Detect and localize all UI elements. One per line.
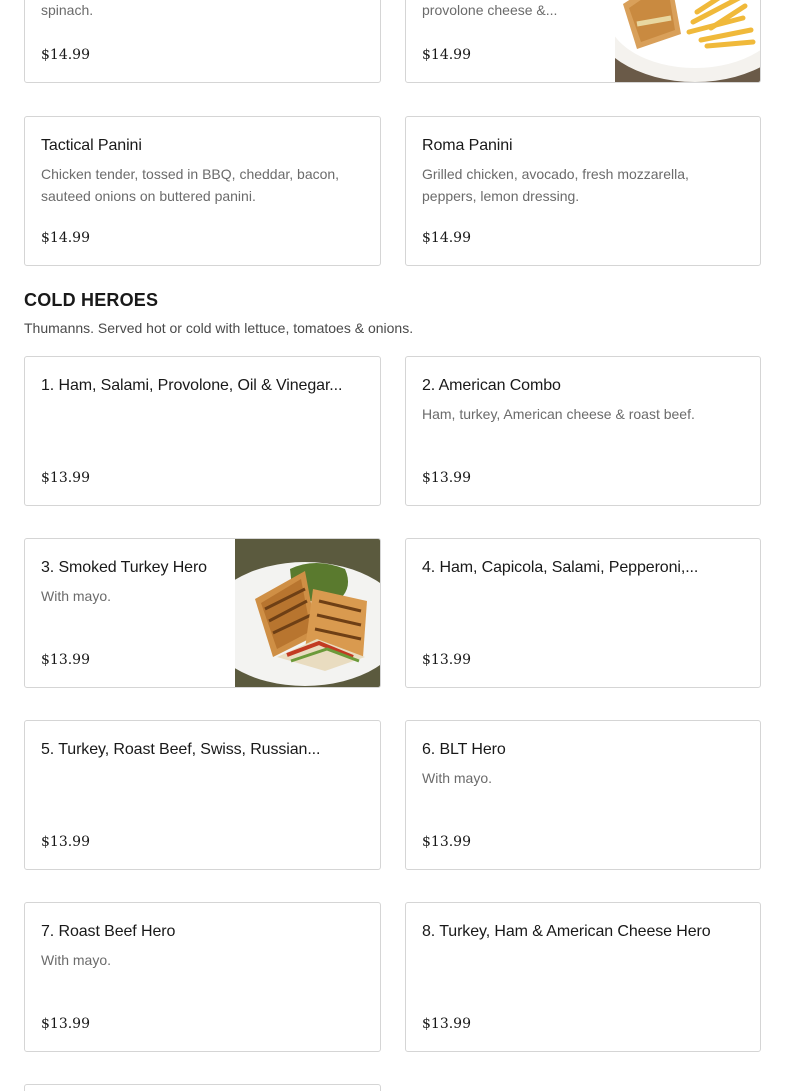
item-description: Chicken tender, tossed in BBQ, cheddar, bacon, sauteed onions on buttered panini. (41, 166, 340, 204)
item-price: $14.99 (422, 230, 471, 246)
item-description: Ham, turkey, American cheese & roast beef. (422, 406, 695, 422)
item-price: $14.99 (422, 47, 471, 63)
menu-item-card[interactable] (405, 0, 761, 83)
menu-item-card[interactable] (405, 720, 761, 870)
item-price: $14.99 (41, 230, 90, 246)
item-name: Tactical Panini (41, 137, 142, 154)
item-name: 3. Smoked Turkey Hero (41, 559, 207, 576)
grilled-panini-photo (235, 539, 380, 687)
item-name: 4. Ham, Capicola, Salami, Pepperoni,... (422, 559, 699, 576)
item-name: Roma Panini (422, 137, 513, 154)
item-price: $13.99 (41, 834, 90, 850)
item-name: 8. Turkey, Ham & American Cheese Hero (422, 923, 711, 940)
item-name: 2. American Combo (422, 377, 561, 394)
menu-item-card[interactable] (405, 538, 761, 688)
item-price: $13.99 (422, 1016, 471, 1032)
menu-item-card[interactable] (24, 356, 381, 506)
section-title: COLD HEROES (24, 290, 159, 310)
menu-item-card[interactable] (405, 116, 761, 266)
menu-item-card[interactable] (24, 902, 381, 1052)
item-price: $14.99 (41, 47, 90, 63)
item-name: 6. BLT Hero (422, 741, 506, 758)
item-price: $13.99 (422, 652, 471, 668)
item-description: With mayo. (41, 952, 112, 968)
item-description: With mayo. (422, 770, 493, 786)
item-price: $13.99 (41, 470, 90, 486)
section-subtitle: Thumanns. Served hot or cold with lettuce, tomatoes & onions. (24, 320, 414, 336)
menu-item-card[interactable] (405, 902, 761, 1052)
item-name: 1. Ham, Salami, Provolone, Oil & Vinegar... (41, 377, 343, 394)
item-name: 7. Roast Beef Hero (41, 923, 176, 940)
menu-item-card[interactable] (24, 720, 381, 870)
menu-item-card[interactable] (24, 0, 381, 83)
menu-item-card[interactable] (24, 116, 381, 266)
item-description: Grilled chicken, avocado, fresh mozzarella, peppers, lemon dressing. (422, 166, 689, 204)
menu-item-card[interactable] (24, 538, 381, 688)
menu-item-card[interactable] (24, 1084, 381, 1091)
item-price: $13.99 (422, 834, 471, 850)
item-description: provolone cheese &... (422, 2, 558, 18)
menu-item-card[interactable] (405, 356, 761, 506)
item-price: $13.99 (422, 470, 471, 486)
item-description: With mayo. (41, 588, 112, 604)
item-price: $13.99 (41, 652, 90, 668)
item-description: spinach. (41, 2, 94, 18)
panini-with-fries-photo (615, 0, 760, 82)
item-price: $13.99 (41, 1016, 90, 1032)
item-name: 5. Turkey, Roast Beef, Swiss, Russian... (41, 741, 321, 758)
